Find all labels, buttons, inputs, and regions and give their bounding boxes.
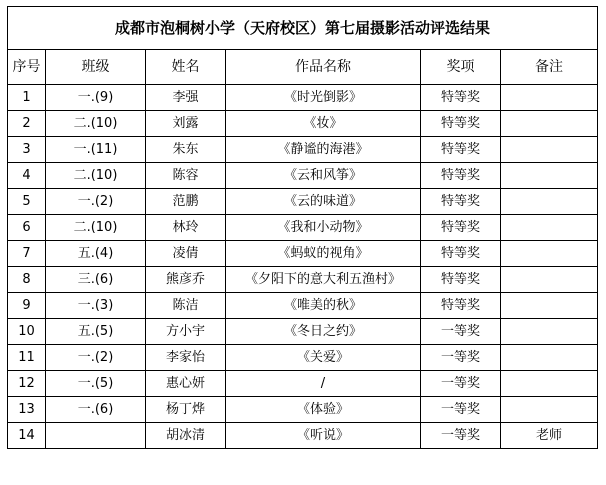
cell-award: 特等奖 [421,111,501,137]
cell-seq: 8 [8,267,46,293]
cell-work: 《蚂蚁的视角》 [226,241,421,267]
cell-name: 李强 [146,85,226,111]
cell-class: 五.(5) [46,319,146,345]
cell-note [501,293,598,319]
table-row [8,371,598,397]
cell-name: 李家怡 [146,345,226,371]
table-row [8,293,598,319]
table-row [8,137,598,163]
cell-name: 方小宇 [146,319,226,345]
table-row [8,423,598,449]
cell-award: 特等奖 [421,293,501,319]
table-row [8,163,598,189]
table-title: 成都市泡桐树小学（天府校区）第七届摄影活动评选结果 [8,7,598,50]
cell-seq: 7 [8,241,46,267]
cell-note [501,85,598,111]
cell-note [501,371,598,397]
cell-work: 《听说》 [226,423,421,449]
cell-seq: 2 [8,111,46,137]
cell-note [501,397,598,423]
cell-seq: 12 [8,371,46,397]
cell-class: 二.(10) [46,163,146,189]
cell-work: 《云的味道》 [226,189,421,215]
cell-class: 一.(3) [46,293,146,319]
cell-note [501,189,598,215]
cell-note [501,163,598,189]
cell-seq: 9 [8,293,46,319]
cell-work: / [226,371,421,397]
cell-seq: 1 [8,85,46,111]
table-row [8,85,598,111]
table-row [8,267,598,293]
cell-award: 一等奖 [421,397,501,423]
cell-note [501,137,598,163]
table-row [8,345,598,371]
cell-work: 《时光倒影》 [226,85,421,111]
cell-work: 《静谧的海港》 [226,137,421,163]
cell-name: 惠心妍 [146,371,226,397]
table-row [8,319,598,345]
header-class: 班级 [46,50,146,85]
table-row [8,189,598,215]
cell-award: 特等奖 [421,215,501,241]
cell-note [501,241,598,267]
header-note: 备注 [501,50,598,85]
cell-name: 胡冰清 [146,423,226,449]
cell-class [46,423,146,449]
cell-award: 特等奖 [421,241,501,267]
cell-work: 《体验》 [226,397,421,423]
cell-award: 一等奖 [421,319,501,345]
cell-class: 三.(6) [46,267,146,293]
cell-class: 二.(10) [46,215,146,241]
cell-note [501,345,598,371]
cell-name: 朱东 [146,137,226,163]
cell-name: 杨丁烨 [146,397,226,423]
cell-award: 一等奖 [421,371,501,397]
cell-class: 一.(5) [46,371,146,397]
header-award: 奖项 [421,50,501,85]
header-name: 姓名 [146,50,226,85]
cell-class: 一.(9) [46,85,146,111]
cell-class: 一.(2) [46,345,146,371]
cell-name: 凌倩 [146,241,226,267]
cell-name: 陈洁 [146,293,226,319]
cell-seq: 10 [8,319,46,345]
header-work: 作品名称 [226,50,421,85]
cell-name: 陈容 [146,163,226,189]
cell-award: 特等奖 [421,189,501,215]
cell-note: 老师 [501,423,598,449]
cell-award: 一等奖 [421,423,501,449]
cell-name: 林玲 [146,215,226,241]
table-body [8,85,598,449]
results-sheet [7,6,597,449]
table-row [8,215,598,241]
cell-class: 一.(6) [46,397,146,423]
cell-award: 特等奖 [421,85,501,111]
cell-work: 《夕阳下的意大利五渔村》 [226,267,421,293]
results-table [7,6,598,449]
cell-class: 二.(10) [46,111,146,137]
cell-work: 《冬日之约》 [226,319,421,345]
table-row [8,241,598,267]
cell-note [501,319,598,345]
header-row [8,50,598,85]
cell-award: 特等奖 [421,137,501,163]
cell-name: 熊彦乔 [146,267,226,293]
cell-seq: 4 [8,163,46,189]
cell-note [501,111,598,137]
table-row [8,397,598,423]
cell-work: 《妆》 [226,111,421,137]
cell-work: 《我和小动物》 [226,215,421,241]
cell-note [501,215,598,241]
cell-class: 一.(11) [46,137,146,163]
cell-seq: 3 [8,137,46,163]
cell-award: 特等奖 [421,163,501,189]
cell-class: 五.(4) [46,241,146,267]
cell-award: 特等奖 [421,267,501,293]
cell-note [501,267,598,293]
cell-seq: 5 [8,189,46,215]
cell-seq: 14 [8,423,46,449]
cell-work: 《唯美的秋》 [226,293,421,319]
cell-work: 《云和风筝》 [226,163,421,189]
table-row [8,111,598,137]
cell-name: 刘露 [146,111,226,137]
cell-name: 范鹏 [146,189,226,215]
cell-class: 一.(2) [46,189,146,215]
cell-award: 一等奖 [421,345,501,371]
cell-work: 《关爱》 [226,345,421,371]
cell-seq: 13 [8,397,46,423]
header-seq: 序号 [8,50,46,85]
cell-seq: 6 [8,215,46,241]
cell-seq: 11 [8,345,46,371]
